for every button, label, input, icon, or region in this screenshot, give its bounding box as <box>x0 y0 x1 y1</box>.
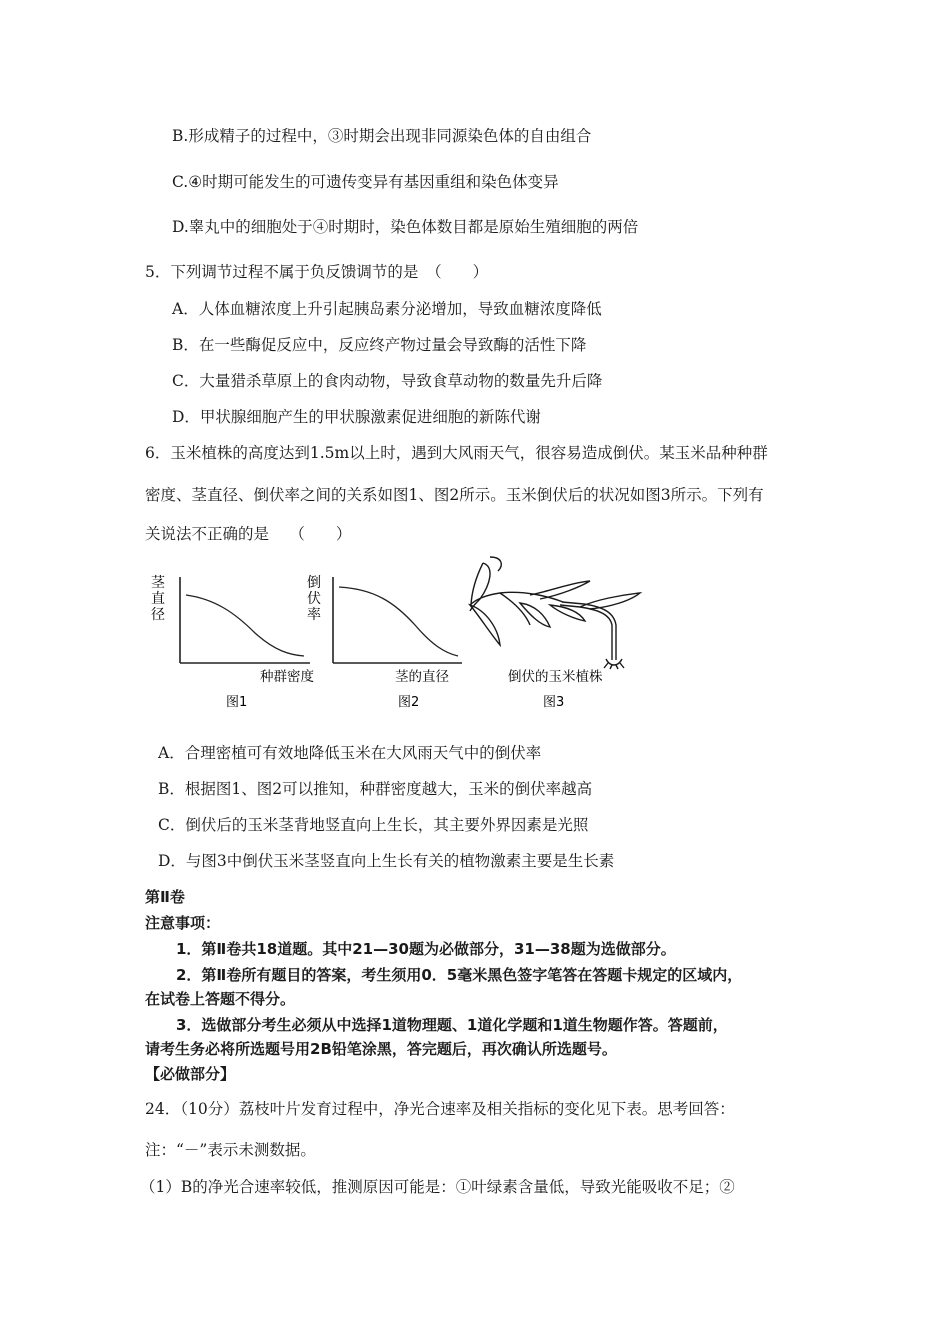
fig2-ylabel-1: 倒 <box>307 575 321 591</box>
fig2-ylabel-3: 率 <box>307 607 321 623</box>
q5-option-d: D．甲状腺细胞产生的甲状腺激素促进细胞的新陈代谢 <box>172 408 541 426</box>
fig1-ylabel-3: 径 <box>151 607 165 623</box>
fig1-ylabel-1: 茎 <box>151 575 165 591</box>
figure-2 <box>307 575 462 710</box>
fig2-curve <box>339 587 458 656</box>
q6-figures <box>140 555 660 715</box>
q6-stem-line-3: 关说法不正确的是 （ ） <box>145 525 352 543</box>
fig1-xlabel: 种群密度 <box>260 669 314 685</box>
figure-3 <box>470 557 640 710</box>
q24-stem: 24．（10分）荔枝叶片发育过程中，净光合速率及相关指标的变化见下表。思考回答： <box>145 1100 735 1118</box>
part2-title: 第Ⅱ卷 <box>145 888 185 906</box>
fig3-label: 倒伏的玉米植株 <box>508 669 603 685</box>
fig1-curve <box>186 595 304 656</box>
notice-title: 注意事项： <box>145 914 221 932</box>
q6-option-b: B．根据图1、图2可以推知，种群密度越大，玉米的倒伏率越高 <box>158 780 593 798</box>
q6-option-c: C．倒伏后的玉米茎背地竖直向上生长，其主要外界因素是光照 <box>158 816 589 834</box>
fig3-caption: 图3 <box>543 695 565 710</box>
fig1-caption: 图1 <box>226 695 248 710</box>
figure-1 <box>151 575 314 710</box>
fig2-caption: 图2 <box>398 695 420 710</box>
q6-option-a: A．合理密植可有效地降低玉米在大风雨天气中的倒伏率 <box>158 744 542 762</box>
q6-stem-line-2: 密度、茎直径、倒伏率之间的关系如图1、图2所示。玉米倒伏后的状况如图3所示。下列有 <box>145 486 764 504</box>
notice-item-3a: 3．选做部分考生必须从中选择1道物理题、1道化学题和1道生物题作答。答题前， <box>176 1016 728 1034</box>
q5-option-a: A．人体血糖浓度上升引起胰岛素分泌增加，导致血糖浓度降低 <box>172 300 602 318</box>
q4-option-c: C.④时期可能发生的可遗传变异有基因重组和染色体变异 <box>172 173 559 191</box>
q5-option-c: C．大量猎杀草原上的食肉动物，导致食草动物的数量先升后降 <box>172 372 603 390</box>
notice-item-1: 1．第Ⅱ卷共18道题。其中21—30题为必做部分，31—38题为选做部分。 <box>176 940 676 958</box>
fig2-ylabel-2: 伏 <box>307 591 321 607</box>
section-required: 【必做部分】 <box>145 1065 236 1083</box>
q4-option-d: D.睾丸中的细胞处于④时期时，染色体数目都是原始生殖细胞的两倍 <box>172 218 639 236</box>
notice-item-2a: 2．第Ⅱ卷所有题目的答案，考生须用0．5毫米黑色签字笔答在答题卡规定的区域内， <box>176 966 743 984</box>
q5-stem: 5．下列调节过程不属于负反馈调节的是 （ ） <box>145 263 489 281</box>
q4-option-b: B.形成精子的过程中，③时期会出现非同源染色体的自由组合 <box>172 127 592 145</box>
q5-option-b: B．在一些酶促反应中，反应终产物过量会导致酶的活性下降 <box>172 336 587 354</box>
fig1-ylabel-2: 直 <box>151 591 165 607</box>
q6-stem-line-1: 6．玉米植株的高度达到1.5m以上时，遇到大风雨天气，很容易造成倒伏。某玉米品种种群 <box>145 444 768 462</box>
q24-note: 注：“－”表示未测数据。 <box>145 1141 316 1159</box>
notice-item-3b: 请考生务必将所选题号用2B铅笔涂黑，答完题后，再次确认所选题号。 <box>145 1040 617 1058</box>
q6-option-d: D．与图3中倒伏玉米茎竖直向上生长有关的植物激素主要是生长素 <box>158 852 615 870</box>
fig2-xlabel: 茎的直径 <box>395 669 449 685</box>
corn-plant-drawing <box>470 557 640 669</box>
q24-sub1: （1）B的净光合速率较低，推测原因可能是：①叶绿素含量低，导致光能吸收不足；② <box>140 1178 735 1196</box>
notice-item-2b: 在试卷上答题不得分。 <box>145 990 296 1008</box>
